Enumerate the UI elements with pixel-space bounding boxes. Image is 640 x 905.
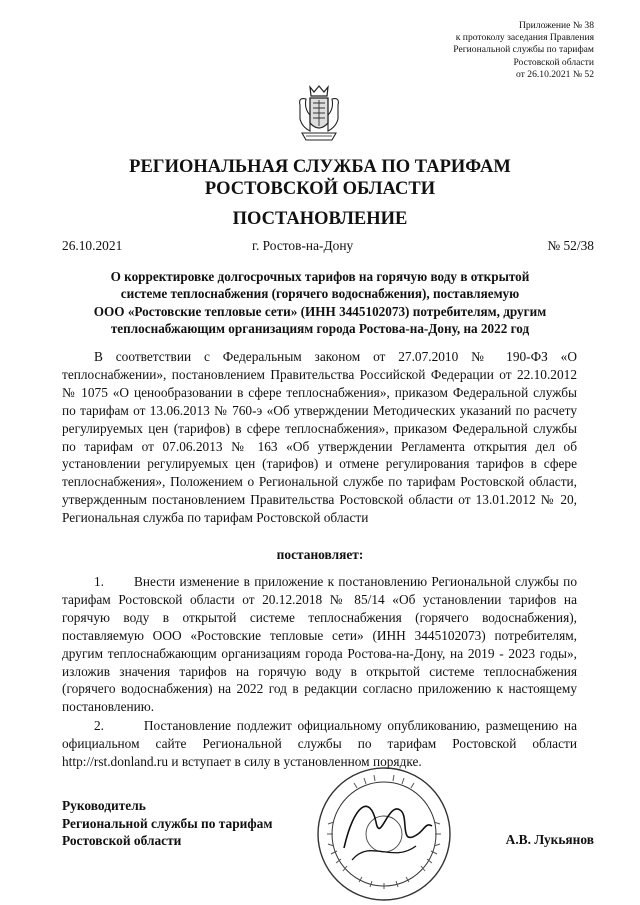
document-type: ПОСТАНОВЛЕНИЕ bbox=[232, 209, 408, 229]
document-subject bbox=[64, 268, 576, 338]
annex-line: от 26.10.2021 № 52 bbox=[516, 68, 594, 80]
annex-line: к протоколу заседания Правления bbox=[455, 32, 594, 44]
subject-line: системе теплоснабжения (горячего водоснабжения), поставляемую bbox=[120, 286, 520, 302]
organization-line: РЕГИОНАЛЬНАЯ СЛУЖБА ПО ТАРИФАМ bbox=[129, 157, 511, 177]
signatory-title-line: Руководитель bbox=[62, 798, 146, 813]
annex-line: Ростовской области bbox=[513, 56, 594, 68]
annex-line: Региональной службы по тарифам bbox=[453, 44, 594, 56]
document-city: г. Ростов-на-Дону bbox=[252, 238, 354, 253]
item-1-paragraph: 1. Внести изменение в приложение к постановлению Региональной службы по тарифам Ростовской области от 20.12.2018 № 85/14 «Об установлении тарифов на горячую воду в открытой системе теплоснабжения (горячего водоснабжения), поставляемую ООО «Ростовские тепловые сети» (ИНН 3445102073) потребителям, другим теплоснабжающим организациям города Ростова-на-Дону, на 2019 - 2023 годы», изложив значения тарифов на горячую воду в открытой системе теплоснабжения (горячего водоснабжения) на 2022 год в редакции согласно приложению к настоящему постановлению. bbox=[62, 574, 577, 715]
official-seal-icon bbox=[314, 764, 454, 904]
signatory-name: А.В. Лукьянов bbox=[505, 832, 594, 847]
signatory-title bbox=[62, 797, 272, 850]
document-date: 26.10.2021 bbox=[62, 238, 123, 253]
coat-of-arms-icon bbox=[296, 83, 342, 143]
item-2-paragraph: 2. Постановление подлежит официальному опубликованию, размещению на официальном сайте Региональной службы по тарифам Ростовской области http://rst.donland.ru и вступает в силу в установленном порядке. bbox=[62, 718, 577, 769]
signatory-title-line: Региональной службы по тарифам bbox=[62, 815, 273, 831]
subject-line: О корректировке долгосрочных тарифов на горячую воду в открытой bbox=[110, 269, 530, 284]
annex-line: Приложение № 38 bbox=[518, 20, 594, 31]
preamble-paragraph: В соответствии с Федеральным законом от 27.07.2010 № 190-ФЗ «О теплоснабжении», постановлением Правительства Российской Федерации от 22.10.2012 № 1075 «О ценообразовании в сфере теплоснабжения», приказом Федеральной службы по тарифам от 13.06.2013 № 760-э «Об утверждении Методических указаний по расчету регулируемых цен (тарифов) в сфере теплоснабжения», приказом Федеральной службы по тарифам от 07.06.2013 № 163 «Об утверждении Регламента открытия дел об установлении регулируемых цен (тарифов) и отмене регулирования тарифов в сфере теплоснабжения», Положением о Региональной службе по тарифам Ростовской области, утвержденным постановлением Правительства Ростовской области от 13.01.2012 № 20, Региональная служба по тарифам Ростовской области bbox=[62, 349, 577, 526]
subject-line: теплоснабжающим организациям города Ростова-на-Дону, на 2022 год bbox=[110, 321, 530, 337]
organization-name bbox=[0, 156, 640, 200]
organization-line: РОСТОВСКОЙ ОБЛАСТИ bbox=[204, 179, 436, 199]
signatory-title-line: Ростовской области bbox=[62, 833, 182, 849]
annex-note bbox=[374, 20, 594, 81]
decree-word: постановляет: bbox=[276, 547, 364, 562]
document-number: № 52/38 bbox=[547, 238, 594, 253]
subject-line: ООО «Ростовские тепловые сети» (ИНН 3445102073) потребителям, другим bbox=[93, 303, 547, 319]
